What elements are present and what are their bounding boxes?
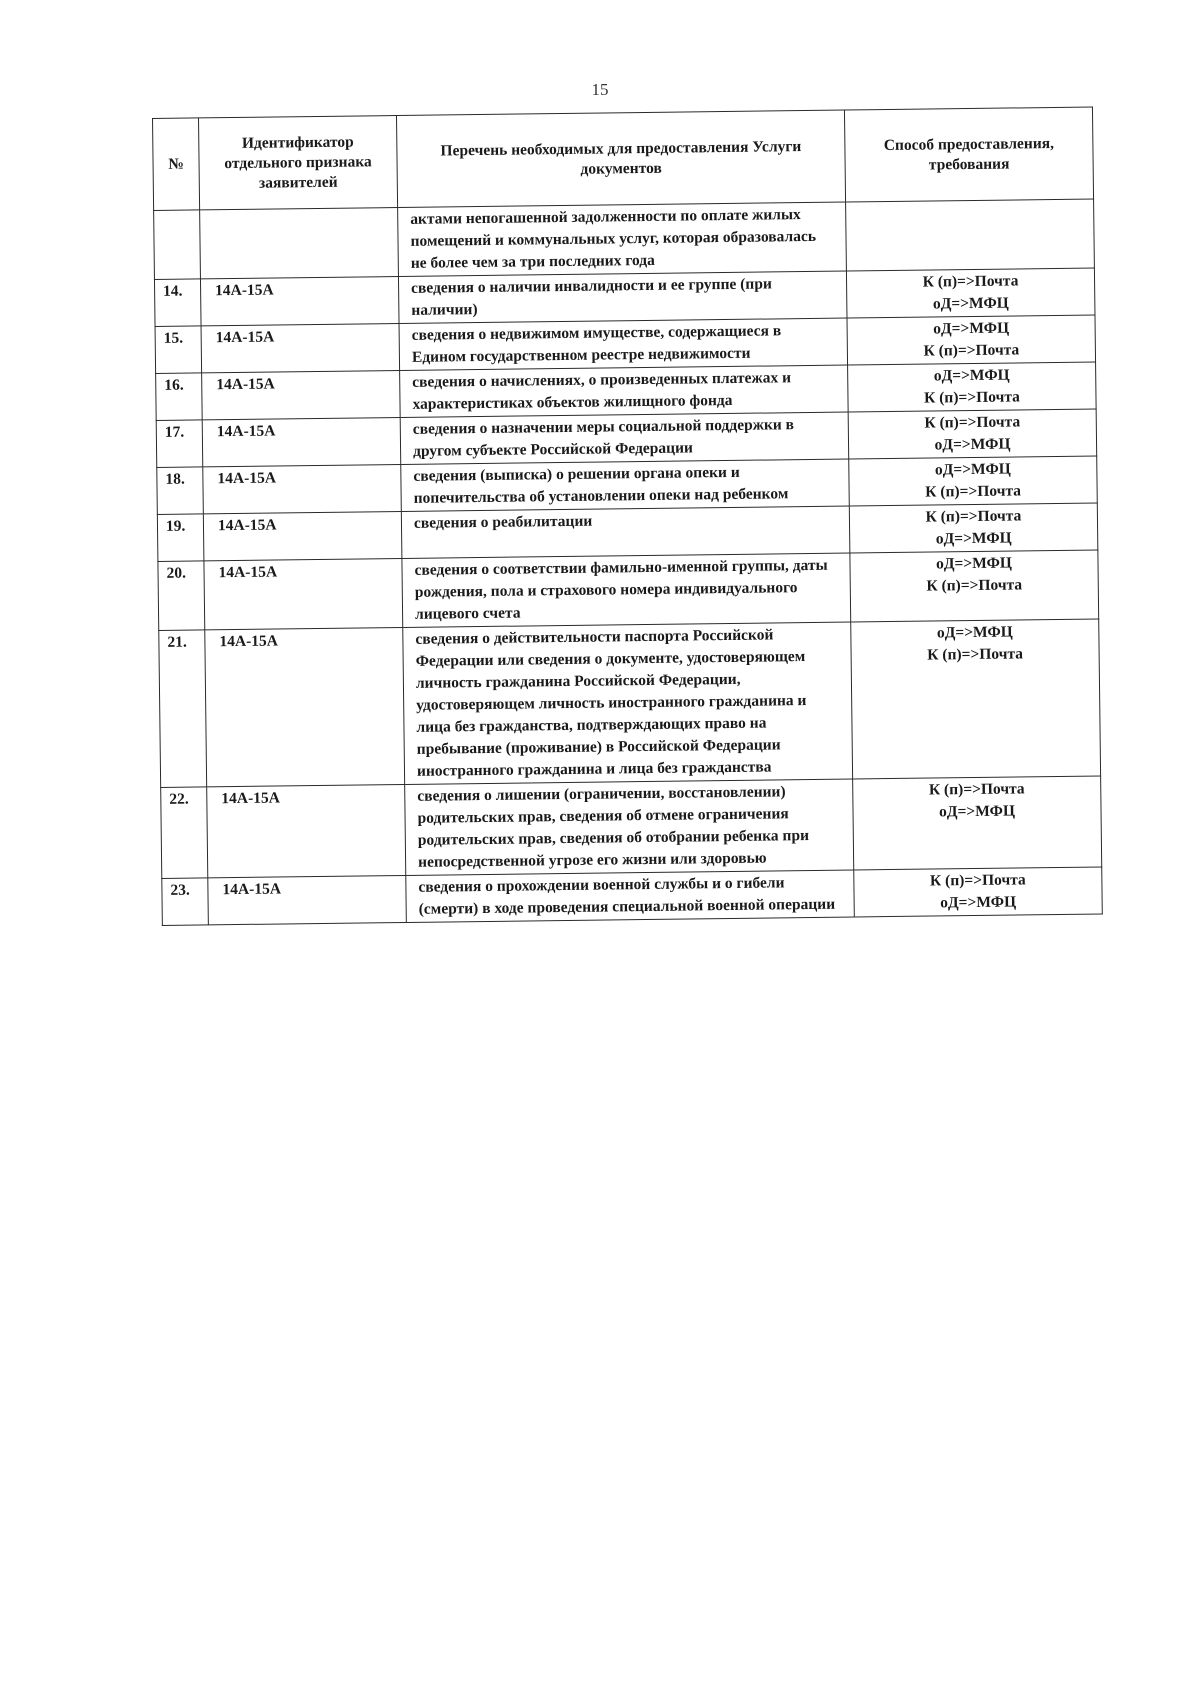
header-row — [153, 107, 1094, 210]
table-row — [161, 776, 1102, 878]
row-num: 14. — [154, 279, 201, 327]
row-identifier: 14А-15А — [203, 464, 402, 513]
row-num: 18. — [157, 467, 204, 515]
table-body — [154, 199, 1103, 925]
documents-table — [152, 107, 1103, 926]
method-line: оД=>МФЦ — [936, 623, 1013, 642]
row-num: 16. — [156, 373, 203, 421]
row-documents: сведения о начислениях, о произведенных платежах и характеристиках объектов жилищного фонда — [400, 365, 849, 417]
method-line: оД=>МФЦ — [933, 366, 1010, 385]
method-line: оД=>МФЦ — [940, 893, 1017, 912]
table-row-continuation — [154, 199, 1095, 279]
row-method — [851, 619, 1101, 779]
row-identifier: 14А-15А — [201, 323, 400, 372]
method-line: К (п)=>Почта — [929, 871, 1026, 890]
row-method — [847, 315, 1096, 365]
row-num — [154, 210, 201, 280]
method-line: К (п)=>Почта — [928, 780, 1025, 799]
method-line: К (п)=>Почта — [925, 482, 1022, 501]
row-method — [846, 268, 1095, 318]
row-method — [854, 867, 1103, 917]
row-method — [848, 362, 1097, 412]
row-identifier: 14А-15А — [204, 558, 403, 629]
method-line: К (п)=>Почта — [923, 341, 1020, 360]
method-line: оД=>МФЦ — [933, 319, 1010, 338]
row-num: 17. — [156, 420, 203, 468]
row-documents: актами непогашенной задолженности по оплате жилых помещений и коммунальных услуг, которая образовалась не более чем за три последних года — [398, 202, 847, 276]
method-line: оД=>МФЦ — [935, 529, 1012, 548]
row-method — [849, 503, 1098, 553]
row-identifier: 14А-15А — [205, 627, 405, 786]
row-documents: сведения о наличии инвалидности и ее группе (при наличии) — [398, 271, 847, 323]
method-line: оД=>МФЦ — [935, 554, 1013, 573]
row-documents: сведения (выписка) о решении органа опеки и попечительства об установлении опеки над ребенком — [401, 459, 850, 511]
method-line: К (п)=>Почта — [922, 272, 1019, 291]
row-identifier: 14А-15А — [202, 370, 401, 419]
row-method — [849, 456, 1098, 506]
table-row — [159, 619, 1101, 787]
row-method — [850, 550, 1099, 622]
row-method — [853, 776, 1102, 870]
row-documents: сведения о действительности паспорта Российской Федерации или сведения о документе, удостоверяющем личность гражданина Российской Федерации, удостоверяющем личность иностранного гражданина и лица без гражданства, подтверждающих право на пребывание (проживание) в Российской Федерации иностранного гражданина и лица без гражданства — [403, 622, 853, 784]
method-line: К (п)=>Почта — [924, 388, 1020, 407]
row-documents: сведения о реабилитации — [401, 506, 850, 558]
row-num: 20. — [158, 561, 205, 631]
row-num: 22. — [161, 787, 208, 879]
header-method: Способ предоставления, требования — [844, 107, 1093, 202]
row-num: 23. — [162, 878, 209, 926]
method-line: К (п)=>Почта — [924, 413, 1021, 432]
row-num: 19. — [157, 514, 204, 562]
row-documents: сведения о недвижимом имуществе, содержащиеся в Едином государственном реестре недвижимости — [399, 318, 848, 370]
table-container — [152, 107, 1102, 926]
method-line: оД=>МФЦ — [932, 294, 1009, 313]
method-line: оД=>МФЦ — [938, 802, 1016, 821]
table-row — [158, 550, 1099, 630]
row-documents: сведения о соответствии фамильно-именной группы, даты рождения, пола и страхового номера индивидуального лицевого счета — [402, 553, 851, 627]
row-method — [848, 409, 1097, 459]
row-method — [846, 199, 1095, 271]
row-num: 21. — [159, 630, 207, 788]
header-identifier: Идентификатор отдельного признака заявителей — [199, 116, 398, 210]
table-header — [153, 107, 1094, 210]
row-identifier: 14А-15А — [203, 511, 402, 560]
row-identifier: 14А-15А — [202, 417, 401, 466]
method-line: К (п)=>Почта — [925, 507, 1022, 526]
row-documents: сведения о прохождении военной службы и о гибели (смерти) в ходе проведения специальной военной операции — [406, 870, 855, 922]
row-identifier: 14А-15А — [200, 277, 399, 326]
row-identifier — [200, 208, 399, 279]
method-line: оД=>МФЦ — [934, 435, 1011, 454]
method-line: оД=>МФЦ — [934, 460, 1011, 479]
row-documents: сведения о назначении меры социальной поддержки в другом субъекте Российской Федерации — [400, 412, 849, 464]
header-num: № — [153, 118, 200, 211]
header-documents: Перечень необходимых для предоставления Услуги документов — [396, 110, 845, 207]
row-num: 15. — [155, 326, 202, 374]
table-row — [162, 867, 1103, 925]
row-identifier: 14А-15А — [207, 784, 406, 877]
method-line: К (п)=>Почта — [926, 576, 1023, 595]
row-identifier: 14А-15А — [208, 875, 407, 924]
page-number: 15 — [591, 80, 609, 99]
row-documents: сведения о лишении (ограничении, восстановлении) родительских прав, сведения об отмене ограничения родительских прав, сведения об отобрании ребенка при непосредственной угрозе его жизни или здоровью — [405, 779, 854, 875]
method-line: К (п)=>Почта — [927, 645, 1024, 664]
